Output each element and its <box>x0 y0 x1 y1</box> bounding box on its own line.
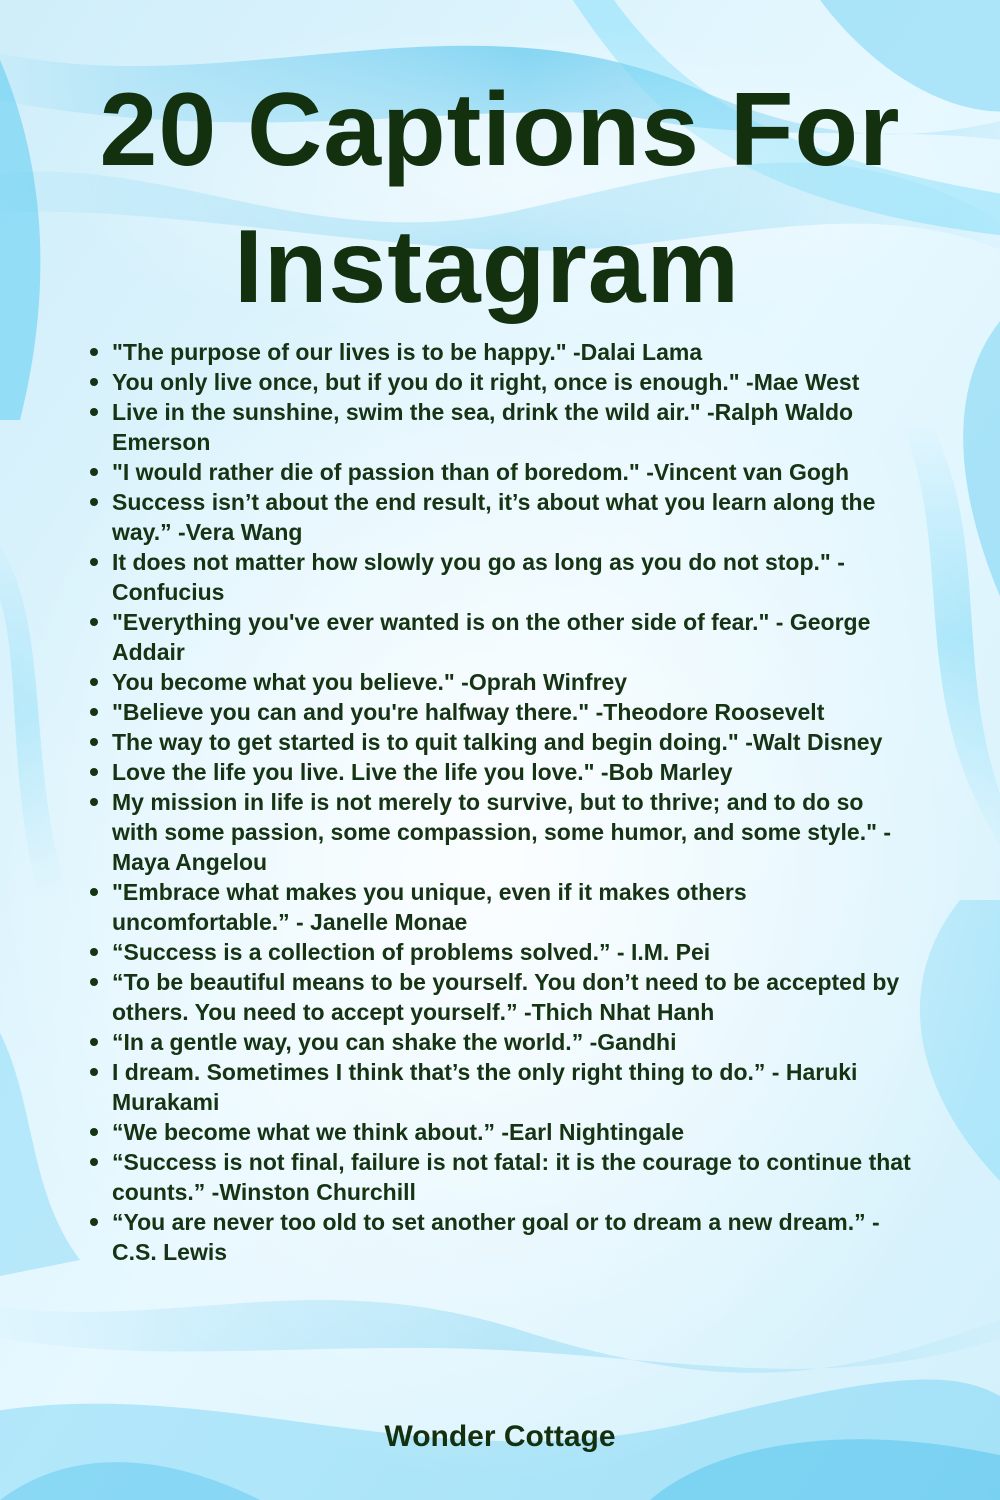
list-item: The way to get started is to quit talking and begin doing." -Walt Disney <box>112 727 912 757</box>
list-item: “We become what we think about.” -Earl Nightingale <box>112 1117 912 1147</box>
list-item: You only live once, but if you do it right, once is enough." -Mae West <box>112 367 912 397</box>
list-item: You become what you believe." -Oprah Winfrey <box>112 667 912 697</box>
list-item: “Success is not final, failure is not fatal: it is the courage to continue that counts.” -Winston Churchill <box>112 1149 911 1205</box>
list-item: “To be beautiful means to be yourself. You don’t need to be accepted by others. You need to accept yourself.” -Thich Nhat Hanh <box>112 967 912 1027</box>
brand-footer: Wonder Cottage <box>384 1420 616 1453</box>
list-item: “In a gentle way, you can shake the world.” -Gandhi <box>112 1027 912 1057</box>
list-item: I dream. Sometimes I think that’s the only right thing to do.” - Haruki Murakami <box>112 1057 912 1117</box>
list-item: "The purpose of our lives is to be happy." -Dalai Lama <box>112 337 912 367</box>
list-item: Live in the sunshine, swim the sea, drink the wild air." -Ralph Waldo Emerson <box>112 397 912 457</box>
page-title-line-1: 20 Captions For <box>99 72 901 188</box>
list-item: It does not matter how slowly you go as long as you do not stop." -Confucius <box>112 547 912 607</box>
list-item: "Believe you can and you're halfway there." -Theodore Roosevelt <box>112 697 912 727</box>
list-item: Love the life you live. Live the life you love." -Bob Marley <box>112 757 912 787</box>
list-item: Success isn’t about the end result, it’s about what you learn along the way.” -Vera Wang <box>112 487 912 547</box>
list-item: "Everything you've ever wanted is on the other side of fear." - George Addair <box>112 607 912 667</box>
list-item: “You are never too old to set another goal or to dream a new dream.” -C.S. Lewis <box>112 1207 912 1267</box>
list-item: "I would rather die of passion than of boredom." -Vincent van Gogh <box>112 457 912 487</box>
list-item: "Embrace what makes you unique, even if it makes others uncomfortable.” - Janelle Monae <box>112 877 912 937</box>
list-item: “Success is a collection of problems solved.” - I.M. Pei <box>112 937 912 967</box>
list-item: My mission in life is not merely to survive, but to thrive; and to do so with some passion, some compassion, some humor, and some style." -Maya Angelou <box>112 787 912 877</box>
page-title-line-2: Instagram <box>233 209 741 325</box>
quote-list <box>112 337 912 1267</box>
